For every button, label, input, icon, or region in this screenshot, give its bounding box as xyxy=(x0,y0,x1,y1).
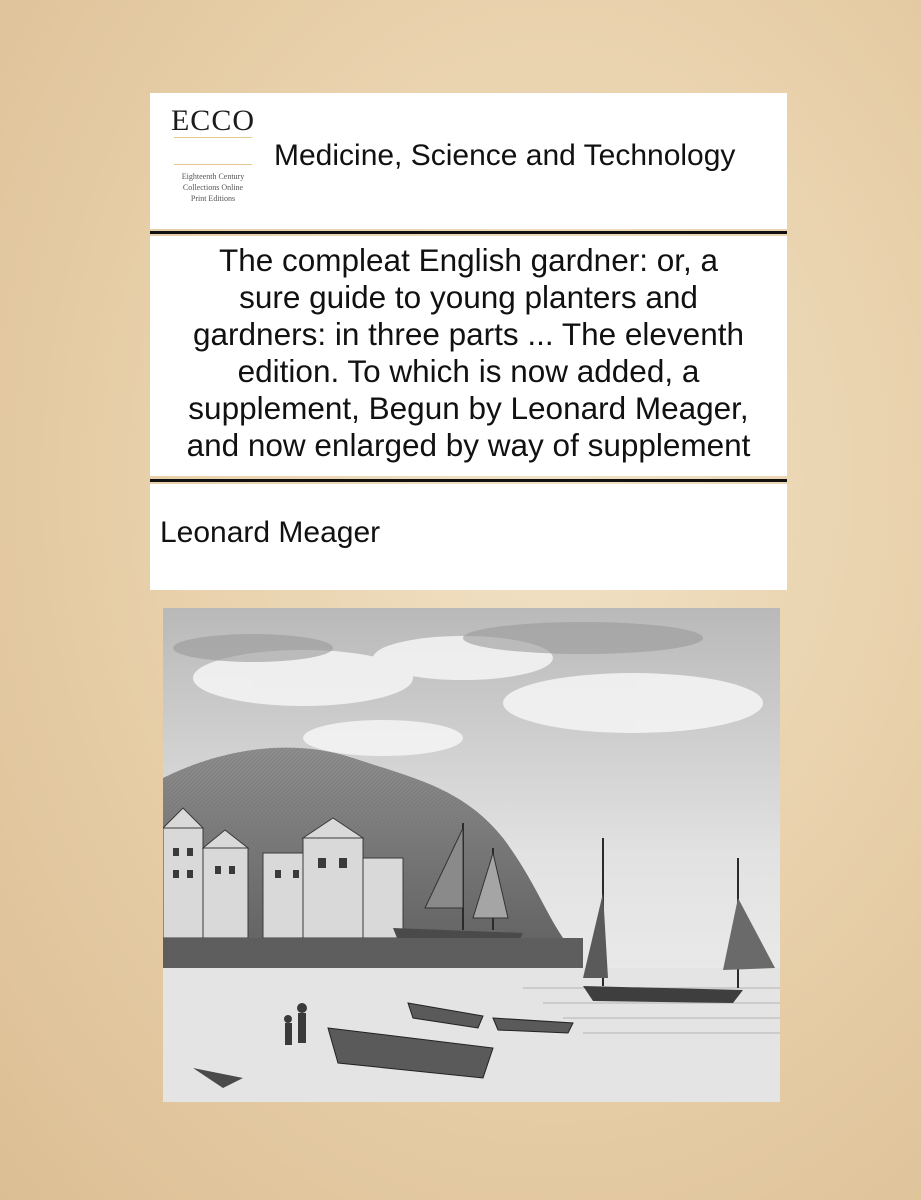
book-title-line: gardners: in three parts ... The eleventh xyxy=(193,316,744,352)
logo-caption-line: Print Editions xyxy=(190,194,236,203)
series-band xyxy=(150,93,787,229)
harbour-engraving-image xyxy=(163,608,780,1102)
logo-mark: ECCO xyxy=(170,104,255,137)
ecco-logo xyxy=(168,103,258,218)
logo-caption-line: Collections Online xyxy=(182,183,244,192)
series-title: Medicine, Science and Technology xyxy=(274,139,736,172)
book-title-line: edition. To which is now added, a xyxy=(237,353,700,389)
book-title-line: and now enlarged by way of supplement xyxy=(186,427,751,463)
book-title xyxy=(150,242,787,464)
divider-rule xyxy=(150,231,787,234)
logo-caption-line: Eighteenth Century xyxy=(181,172,245,181)
logo-ghost-mark xyxy=(174,137,252,165)
divider-rule xyxy=(150,479,787,482)
logo-caption xyxy=(168,171,258,204)
book-title-line: The compleat English gardner: or, a xyxy=(218,242,719,278)
book-title-line: supplement, Begun by Leonard Meager, xyxy=(188,390,749,426)
author-band xyxy=(150,484,787,590)
author-name: Leonard Meager xyxy=(160,516,381,549)
book-title-line: sure guide to young planters and xyxy=(239,279,698,315)
title-band xyxy=(150,236,787,476)
